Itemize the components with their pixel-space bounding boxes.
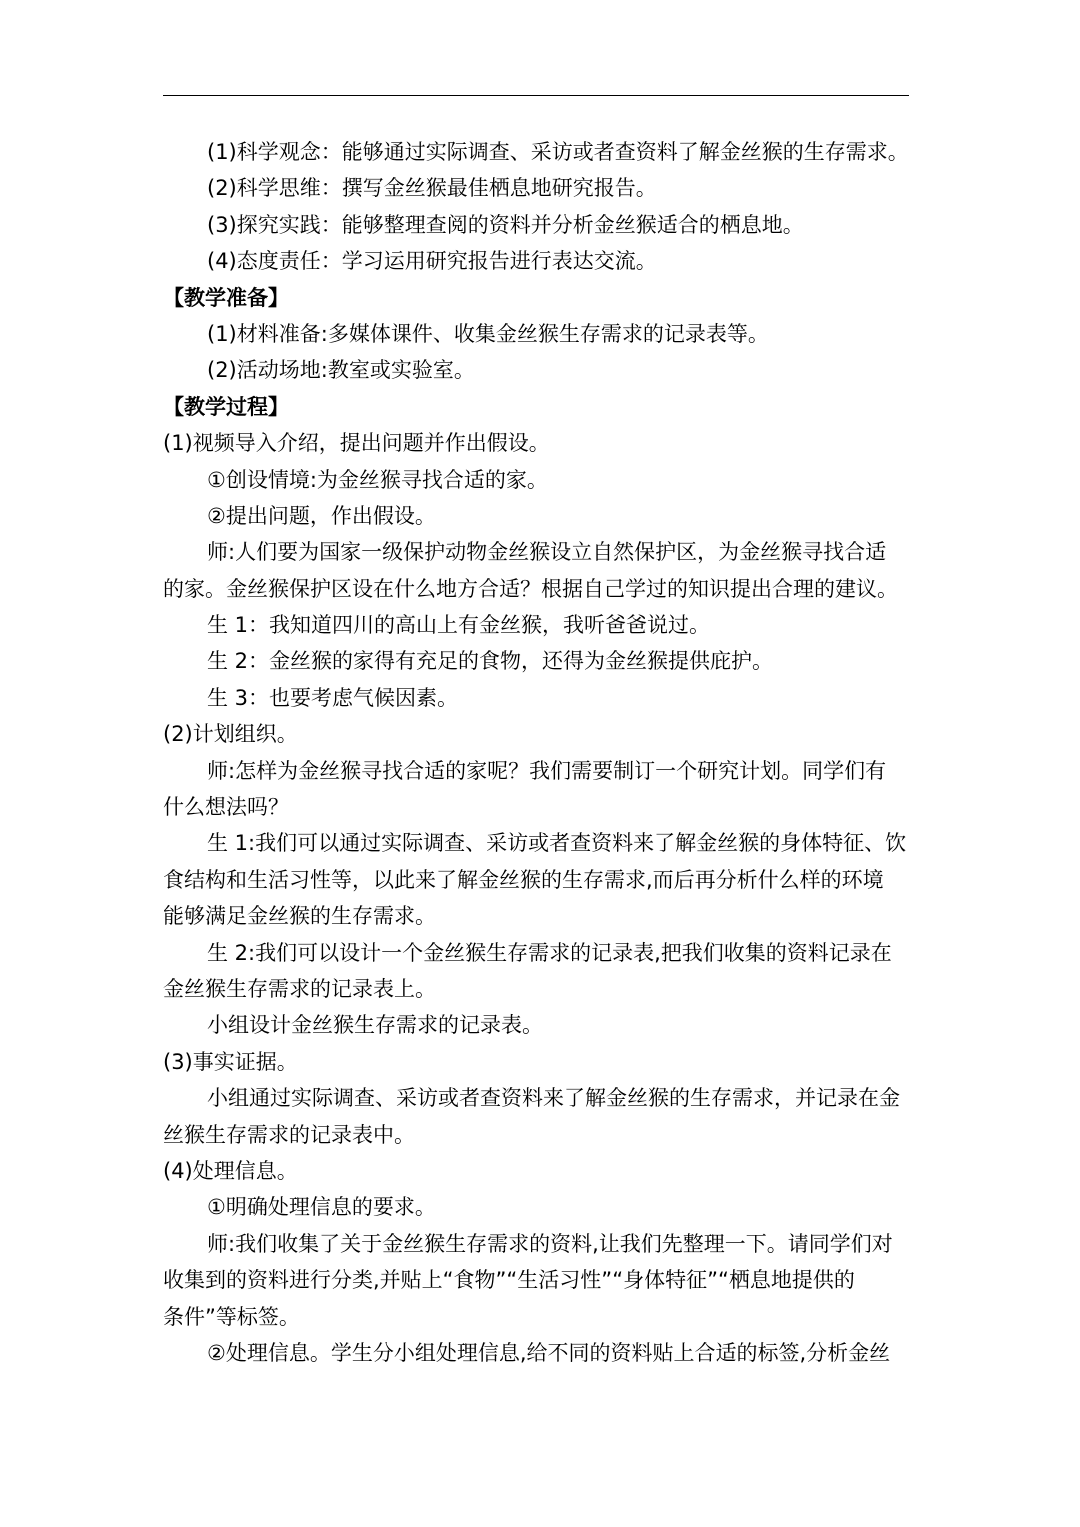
process-line: ①创设情境:为金丝猴寻找合适的家。 xyxy=(207,467,548,492)
process-line: 生 1:我们可以通过实际调查、采访或者查资料来了解金丝猴的身体特征、饮 xyxy=(207,831,907,856)
header-divider xyxy=(163,95,909,96)
process-line-continuation: 能够满足金丝猴的生存需求。 xyxy=(163,904,436,929)
process-line: 生 1：我知道四川的高山上有金丝猴，我听爸爸说过。 xyxy=(207,613,711,638)
process-step-heading: (1)视频导入介绍，提出问题并作出假设。 xyxy=(163,431,550,456)
process-line: ②提出问题，作出假设。 xyxy=(207,503,436,528)
process-line: 小组设计金丝猴生存需求的记录表。 xyxy=(207,1013,543,1038)
section-heading-process: 【教学过程】 xyxy=(163,394,289,419)
objective-science-concept: (1)科学观念：能够通过实际调查、采访或者查资料了解金丝猴的生存需求。 xyxy=(207,140,909,164)
document-body xyxy=(163,134,921,1371)
process-line: ②处理信息。学生分小组处理信息,给不同的资料贴上合适的标签,分析金丝 xyxy=(207,1340,891,1365)
preparation-venue: (2)活动场地:教室或实验室。 xyxy=(207,358,475,383)
process-line-continuation: 金丝猴生存需求的记录表上。 xyxy=(163,976,436,1001)
process-line-continuation: 收集到的资料进行分类,并贴上“食物”“生活习性”“身体特征”“栖息地提供的 xyxy=(163,1268,855,1293)
process-line: 师:我们收集了关于金丝猴生存需求的资料,让我们先整理一下。请同学们对 xyxy=(207,1231,893,1256)
process-line: ①明确处理信息的要求。 xyxy=(207,1195,436,1220)
process-line: 生 3：也要考虑气候因素。 xyxy=(207,685,459,710)
process-line-continuation: 条件”等标签。 xyxy=(163,1304,300,1329)
process-step-heading: (4)处理信息。 xyxy=(163,1158,298,1183)
process-line-continuation: 丝猴生存需求的记录表中。 xyxy=(163,1122,415,1147)
process-line: 小组通过实际调查、采访或者查资料来了解金丝猴的生存需求，并记录在金 xyxy=(207,1086,900,1111)
process-line: 生 2：金丝猴的家得有充足的食物，还得为金丝猴提供庇护。 xyxy=(207,649,774,674)
process-line-continuation: 的家。金丝猴保护区设在什么地方合适？根据自己学过的知识提出合理的建议。 xyxy=(163,576,898,601)
objective-inquiry-practice: (3)探究实践：能够整理查阅的资料并分析金丝猴适合的栖息地。 xyxy=(207,212,804,237)
preparation-materials: (1)材料准备:多媒体课件、收集金丝猴生存需求的记录表等。 xyxy=(207,321,769,346)
process-line: 师:怎样为金丝猴寻找合适的家呢？我们需要制订一个研究计划。同学们有 xyxy=(207,758,887,783)
section-heading-preparation: 【教学准备】 xyxy=(163,285,289,310)
process-line-continuation: 食结构和生活习性等，以此来了解金丝猴的生存需求,而后再分析什么样的环境 xyxy=(163,867,884,892)
process-step-heading: (2)计划组织。 xyxy=(163,722,298,747)
process-line: 师:人们要为国家一级保护动物金丝猴设立自然保护区，为金丝猴寻找合适 xyxy=(207,540,887,565)
objective-attitude-responsibility: (4)态度责任：学习运用研究报告进行表达交流。 xyxy=(207,249,657,274)
process-line-continuation: 什么想法吗？ xyxy=(163,795,289,820)
process-line: 生 2:我们可以设计一个金丝猴生存需求的记录表,把我们收集的资料记录在 xyxy=(207,940,892,965)
objective-science-thinking: (2)科学思维：撰写金丝猴最佳栖息地研究报告。 xyxy=(207,176,657,201)
process-step-heading: (3)事实证据。 xyxy=(163,1049,298,1074)
